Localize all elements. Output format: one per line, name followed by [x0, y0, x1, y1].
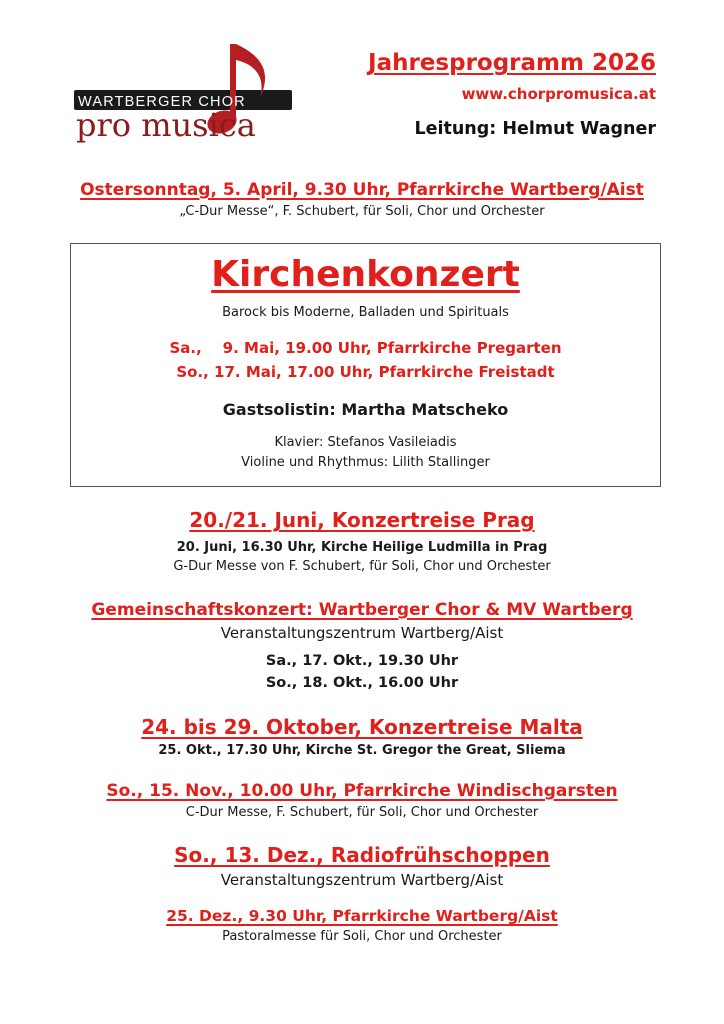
concert-date-2: So., 17. Mai, 17.00 Uhr, Pfarrkirche Freistadt: [176, 363, 555, 381]
event-heading: So., 15. Nov., 10.00 Uhr, Pfarrkirche Windischgarsten: [106, 781, 618, 801]
event-venue: Veranstaltungszentrum Wartberg/Aist: [220, 624, 504, 642]
musician-piano: Klavier: Stefanos Vasileiadis: [274, 435, 457, 450]
event-line-1: 25. Okt., 17.30 Uhr, Kirche St. Gregor the Great, Sliema: [158, 743, 566, 758]
logo-top-text: WARTBERGER CHOR: [78, 94, 246, 110]
website-link[interactable]: www.chorpromusica.at: [461, 85, 656, 103]
musician-violin: Violine und Rhythmus: Lilith Stallinger: [241, 455, 490, 470]
concert-soloist: Gastsolistin: Martha Matscheko: [222, 400, 509, 419]
event-heading: 24. bis 29. Oktober, Konzertreise Malta: [141, 715, 583, 739]
event-venue: Veranstaltungszentrum Wartberg/Aist: [220, 871, 504, 889]
event-heading: So., 13. Dez., Radiofrühschoppen: [174, 843, 550, 867]
event-prague: [0, 508, 724, 574]
church-concert-box: [70, 243, 661, 487]
event-details: C-Dur Messe, F. Schubert, für Soli, Chor und Orchester: [185, 805, 539, 820]
concert-dates: [71, 336, 660, 384]
event-joint-concert: [0, 600, 724, 694]
event-windischgarsten: [0, 781, 724, 820]
event-heading: Ostersonntag, 5. April, 9.30 Uhr, Pfarrkirche Wartberg/Aist: [80, 180, 644, 200]
concert-subtitle: Barock bis Moderne, Balladen und Spirituals: [222, 305, 509, 320]
event-radio: [0, 843, 724, 889]
event-heading: 20./21. Juni, Konzertreise Prag: [189, 508, 535, 532]
choir-logo: [72, 42, 312, 152]
event-heading: Gemeinschaftskonzert: Wartberger Chor & MV Wartberg: [91, 600, 633, 620]
event-christmas: [0, 907, 724, 944]
choir-leader: Leitung: Helmut Wagner: [414, 119, 656, 139]
page-title: Jahresprogramm 2026: [368, 50, 656, 76]
event-date-1: Sa., 17. Okt., 19.30 Uhr: [265, 653, 459, 669]
event-dates: [0, 650, 724, 694]
concert-musicians: [71, 433, 660, 473]
event-easter: [0, 180, 724, 219]
concert-date-1: Sa., 9. Mai, 19.00 Uhr, Pfarrkirche Pregarten: [169, 339, 562, 357]
event-date-2: So., 18. Okt., 16.00 Uhr: [265, 675, 459, 691]
event-line-2: G-Dur Messe von F. Schubert, für Soli, Chor und Orchester: [173, 559, 551, 574]
event-heading: 25. Dez., 9.30 Uhr, Pfarrkirche Wartberg/Aist: [166, 907, 558, 925]
event-malta: [0, 715, 724, 758]
logo-bottom-text: pro musica: [76, 106, 256, 144]
concert-title: Kirchenkonzert: [211, 254, 520, 295]
event-line-1: 20. Juni, 16.30 Uhr, Kirche Heilige Ludmilla in Prag: [176, 540, 548, 555]
event-details: Pastoralmesse für Soli, Chor und Orchester: [222, 929, 502, 944]
event-details: „C-Dur Messe“, F. Schubert, für Soli, Chor und Orchester: [179, 204, 545, 219]
